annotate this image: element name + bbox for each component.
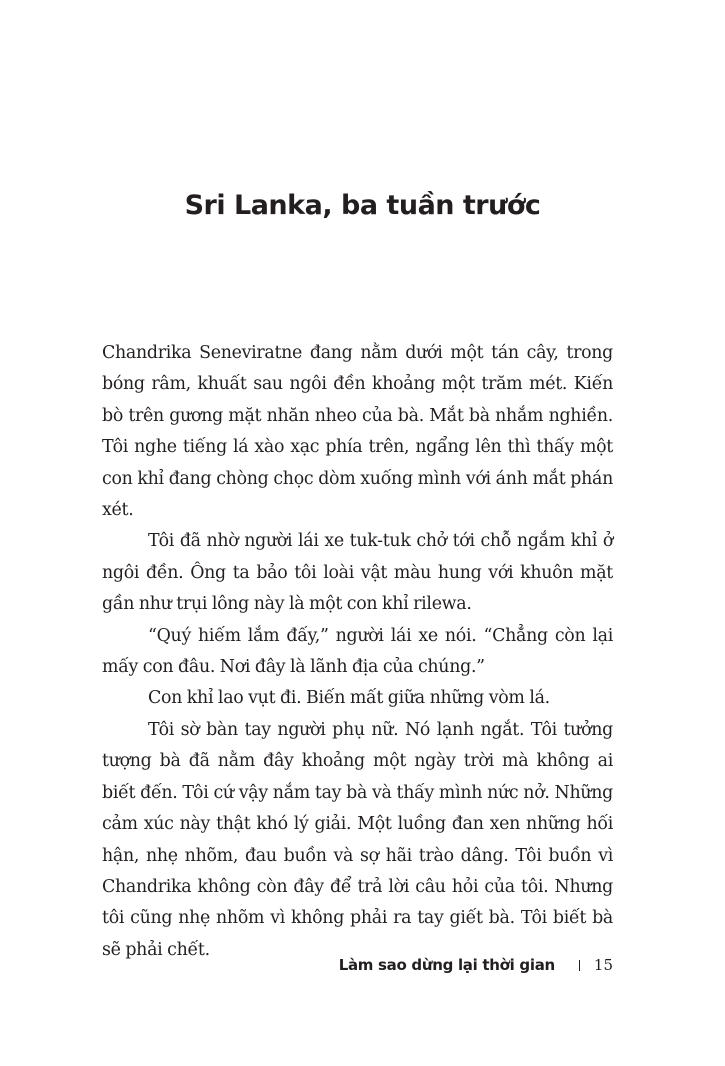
paragraph: Tôi sờ bàn tay người phụ nữ. Nó lạnh ngắt. Tôi tưởng tượng bà đã nằm đây khoảng một ngày trời mà không ai biết đến. Tôi cứ vậy nắm tay bà và thấy mình nức nở. Những cảm xúc này thật khó lý giải. Một luồng đan xen những hối hận, nhẹ nhõm, đau buồn và sợ hãi trào dâng. Tôi buồn vì Chandrika không còn đây để trả lời câu hỏi của tôi. Nhưng tôi cũng nhẹ nhõm vì không phải ra tay giết bà. Tôi biết bà sẽ phải chết. bbox=[102, 719, 613, 960]
body-text bbox=[102, 338, 613, 966]
footer-separator bbox=[579, 960, 580, 971]
paragraph: Tôi đã nhờ người lái xe tuk-tuk chở tới chỗ ngắm khỉ ở ngôi đền. Ông ta bảo tôi loài vật màu hung với khuôn mặt gần như trụi lông này là một con khỉ rilewa. bbox=[102, 531, 613, 615]
paragraph: Con khỉ lao vụt đi. Biến mất giữa những vòm lá. bbox=[148, 688, 550, 709]
footer-book-title: Làm sao dừng lại thời gian bbox=[338, 956, 555, 974]
running-footer bbox=[339, 956, 613, 974]
chapter-title: Sri Lanka, ba tuần trước bbox=[184, 190, 541, 222]
paragraph: Chandrika Seneviratne đang nằm dưới một tán cây, trong bóng râm, khuất sau ngôi đền khoảng một trăm mét. Kiến bò trên gương mặt nhăn nheo của bà. Mắt bà nhắm nghiền. Tôi nghe tiếng lá xào xạc phía trên, ngẩng lên thì thấy một con khỉ đang chòng chọc dòm xuống mình với ánh mắt phán xét. bbox=[102, 343, 613, 521]
page-number: 15 bbox=[593, 956, 613, 974]
paragraph: “Quý hiếm lắm đấy,” người lái xe nói. “Chẳng còn lại mấy con đâu. Nơi đây là lãnh địa của chúng.” bbox=[102, 625, 613, 678]
